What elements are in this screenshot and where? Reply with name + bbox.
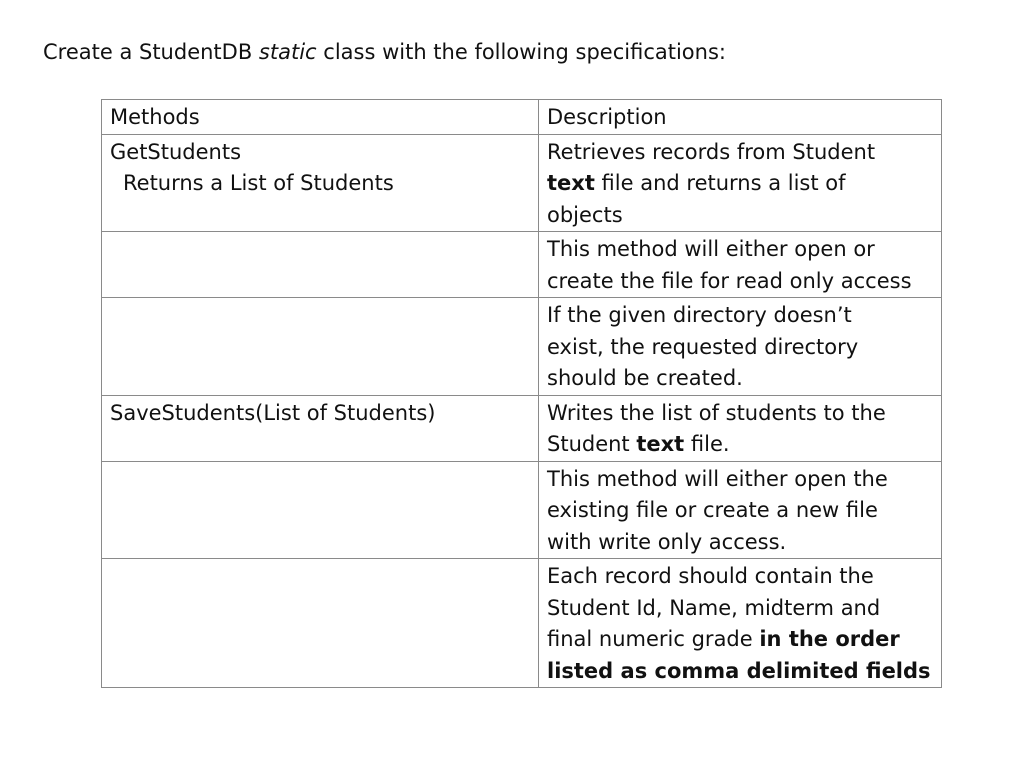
description-line	[547, 624, 941, 656]
description-line: exist, the requested directory	[547, 334, 859, 359]
table-row	[102, 461, 942, 559]
description-line: create the file for read only access	[547, 268, 912, 293]
description-text: file and returns a list of	[594, 171, 846, 195]
method-name: SaveStudents(List of Students)	[110, 400, 436, 425]
table-header-row	[102, 100, 942, 135]
heading-text-end: class with the following specifications:	[316, 40, 726, 64]
bold-phrase: listed as comma delimited fields	[547, 658, 931, 683]
bold-keyword: text	[547, 171, 595, 195]
bold-phrase: in the order	[759, 627, 900, 651]
specifications-table	[101, 99, 942, 688]
description-line: objects	[547, 202, 623, 227]
table-row	[102, 395, 942, 461]
table-row	[102, 559, 942, 688]
method-cell	[102, 395, 539, 461]
method-cell	[102, 232, 539, 298]
method-name: GetStudents	[110, 139, 242, 164]
header-description: Description	[539, 100, 942, 135]
description-line: Retrieves records from Student	[547, 139, 876, 164]
description-line: If the given directory doesn’t	[547, 303, 852, 327]
table-row	[102, 298, 942, 396]
method-return-note: Returns a List of Students	[123, 171, 394, 195]
description-text: final numeric grade	[547, 627, 760, 651]
method-cell	[102, 559, 539, 688]
description-cell	[539, 395, 942, 461]
page-heading	[43, 38, 726, 66]
description-line: should be created.	[547, 366, 743, 390]
description-cell	[539, 461, 942, 559]
description-line: Writes the list of students to the	[547, 400, 886, 425]
method-cell	[102, 461, 539, 559]
heading-italic-word: static	[258, 40, 317, 64]
description-text: Student	[547, 432, 637, 456]
description-line	[547, 168, 941, 200]
description-line: Student Id, Name, midterm and	[547, 595, 881, 620]
description-cell	[539, 298, 942, 396]
table-row	[102, 134, 942, 232]
description-cell	[539, 134, 942, 232]
description-cell	[539, 559, 942, 688]
description-line: Each record should contain the	[547, 564, 874, 588]
method-cell	[102, 134, 539, 232]
description-cell	[539, 232, 942, 298]
heading-text-start: Create a StudentDB	[43, 40, 259, 64]
description-line: with write only access.	[547, 529, 787, 554]
description-line: existing file or create a new file	[547, 498, 878, 522]
bold-keyword: text	[636, 432, 685, 456]
description-line	[547, 429, 941, 461]
description-line: This method will either open the	[547, 466, 888, 491]
header-methods: Methods	[102, 100, 539, 135]
description-text: file.	[684, 432, 730, 456]
table-row	[102, 232, 942, 298]
description-line	[547, 656, 941, 688]
description-line: This method will either open or	[547, 237, 875, 261]
method-cell	[102, 298, 539, 396]
